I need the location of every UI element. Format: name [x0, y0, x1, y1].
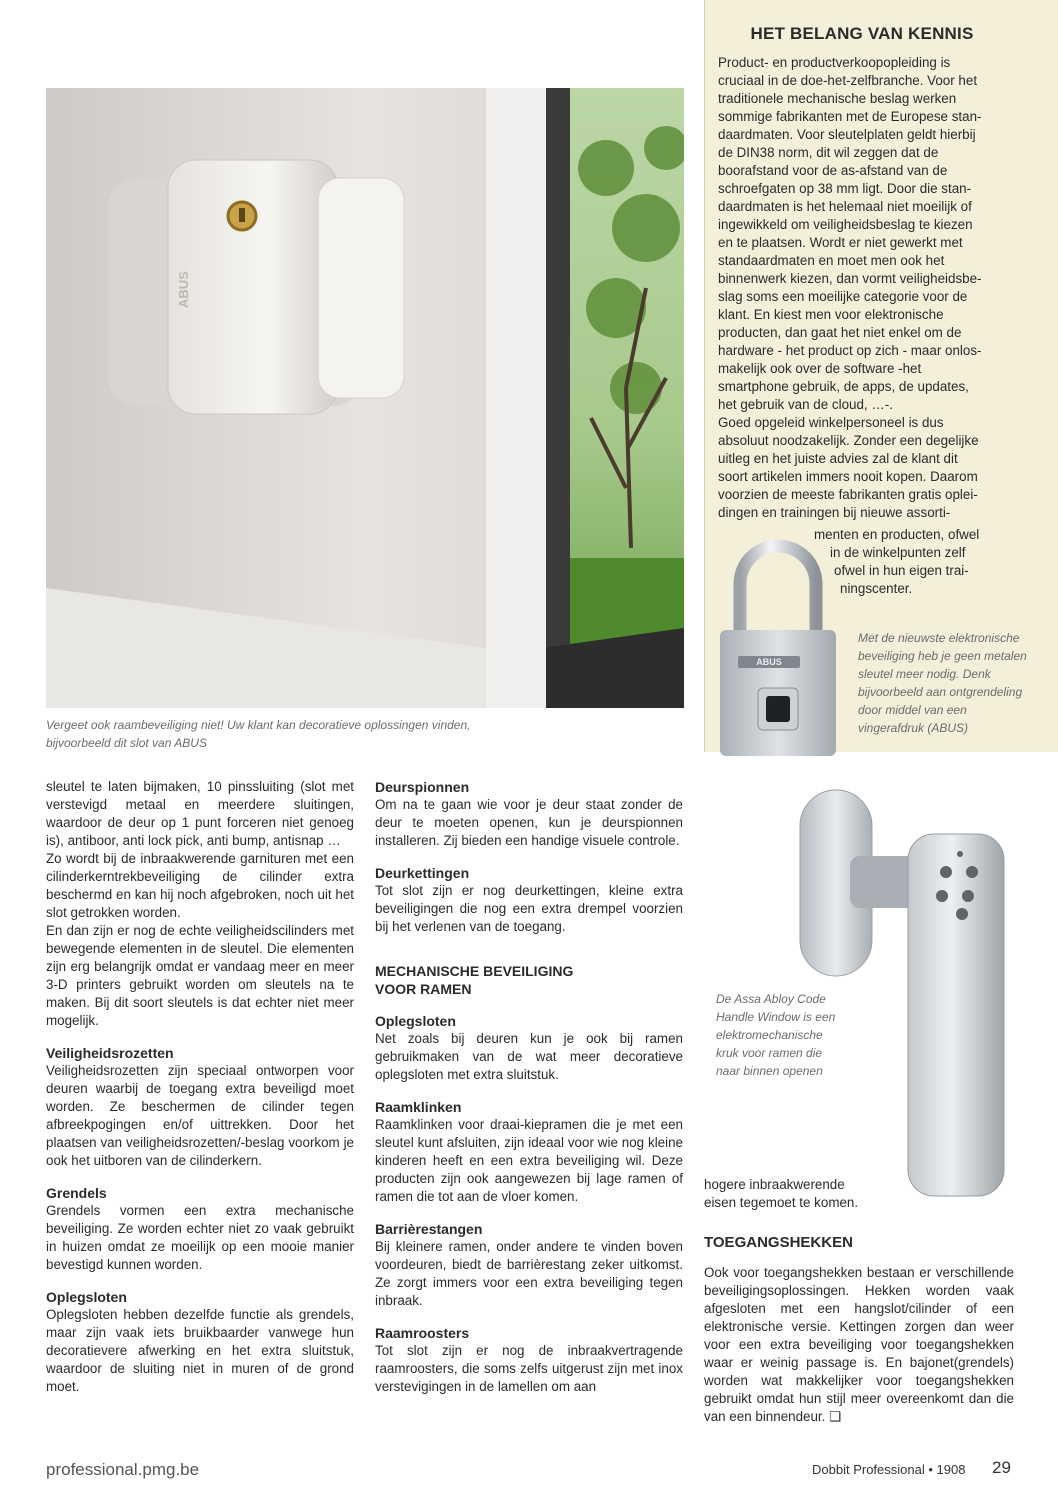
sidebar-line: boorafstand voor de as-afstand van de [718, 163, 948, 178]
sidebar-line: schroefgaten op 38 mm ligt. Door die stan- [718, 181, 972, 196]
paragraph: Grendels vormen een extra mechanische beveiliging. Ze worden echter niet zo vaak gebruikt in huizen omdat ze moeilijk op een mooie manier bevestigd kunnen worden. [46, 1203, 354, 1272]
sidebar-line: uitleg en het juiste advies zal de klant dit [718, 451, 958, 466]
paragraph: Bij kleinere ramen, onder andere te vinden boven voordeuren, biedt de barrièrestang zeker uitkomst. Ze zorgt immers voor een extra beveiliging tegen inbraak. [375, 1239, 683, 1308]
sidebar-line: soort artikelen immers nooit kopen. Daarom [718, 469, 978, 484]
subheading: Grendels [46, 1185, 107, 1201]
sidebar-line: klant. En kiest men voor elektronische [718, 307, 944, 322]
caption-line: bijvoorbeeld dit slot van ABUS [46, 736, 207, 750]
sidebar-line: dingen en trainingen bij nieuwe assorti- [718, 505, 951, 520]
column-3 [704, 1176, 1014, 1426]
padlock-caption [858, 629, 1054, 737]
sidebar-line: Product- en productverkoopopleiding is [718, 55, 951, 70]
caption-line: elektromechanische [716, 1028, 823, 1042]
page-number: 29 [992, 1458, 1011, 1477]
caption-line: naar binnen openen [716, 1064, 823, 1078]
subheading: Oplegsloten [375, 1013, 456, 1029]
sidebar-body [718, 54, 1014, 522]
paragraph: Raamklinken voor draai-kiepramen die je met een sleutel kunt afsluiten, zijn ideaal voor wie nog kleine kinderen heeft en een extra beveiliging wil. Deze producten zijn ook aangewezen bij lage ramen of ramen die tot aan de vloer komen. [375, 1117, 683, 1204]
section-heading [375, 962, 683, 998]
column-1 [46, 778, 354, 1396]
caption-line: Met de nieuwste elektronische [858, 631, 1020, 645]
paragraph: Tot slot zijn er nog de inbraakvertragende raamroosters, die soms zelfs uitgerust zijn met inox verstevigingen in de lamellen om aan [375, 1343, 683, 1394]
subheading: Raamroosters [375, 1325, 470, 1341]
sidebar-line: hardware - het product op zich - maar onlos- [718, 343, 982, 358]
sidebar-line: in de winkelpunten zelf [830, 545, 966, 560]
sidebar-title: HET BELANG VAN KENNIS [750, 24, 974, 43]
subheading: Deurkettingen [375, 865, 470, 881]
paragraph: Veiligheidsrozetten zijn speciaal ontworpen voor deuren waarbij de toegang extra beveiligd moet worden. Ze beschermen de cilinder tegen afbreekpogingen en/of uittrekken. Door het plaatsen van veiligheidsrozetten/-beslag voorkom je ook het uitboren van de cilinderkern. [46, 1063, 354, 1168]
paragraph [704, 1264, 1014, 1426]
sidebar-line: binnenwerk kiezen, dan vormt veiligheidsbe- [718, 271, 982, 286]
caption-line: door middel van een [858, 703, 967, 717]
subheading: Raamklinken [375, 1099, 462, 1115]
paragraph: Oplegsloten hebben dezelfde functie als grendels, maar zijn vaak iets bruikbaarder vanwege hun decoratievere afwerking en het extra sluitstuk, waardoor de sluiting niet in muren of de grond moet. [46, 1307, 354, 1394]
paragraph: Net zoals bij deuren kun je ook bij ramen gebruikmaken van de wat meer decoratieve oplegsloten met extra sluitstuk. [375, 1031, 683, 1082]
padlock-brand: ABUS [756, 657, 782, 667]
subheading: Oplegsloten [46, 1289, 127, 1305]
paragraph: sleutel te laten bijmaken, 10 pinssluiting (slot met verstevigd metaal en meerdere sluitingen, waardoor de deur op 1 punt forceren niet genoeg is), antiboor, anti lock pick, anti bump, antisnap … [46, 779, 354, 848]
photo-caption [46, 716, 686, 752]
padlock-image [714, 532, 844, 758]
sidebar-line: smartphone gebruik, de apps, de updates, [718, 379, 969, 394]
caption-line: Vergeet ook raambeveiliging niet! Uw klant kan decoratieve oplossingen vinden, [46, 718, 471, 732]
sidebar-line: en te plaatsen. Wordt er niet gewerkt met [718, 235, 963, 250]
sidebar-line: makelijk ook over de software -het [718, 361, 922, 376]
caption-line: sleutel meer nodig. Denk [858, 667, 991, 681]
text-line: eisen tegemoet te komen. [704, 1195, 859, 1210]
paragraph: Zo wordt bij de inbraakwerende garnituren met een cilinderkerntrekbeveiliging de cilinder extra beschermd en kan hij noch afgebroken, noch uit het slot getrokken worden. [46, 851, 354, 920]
lock-brand: ABUS [176, 271, 191, 308]
paragraph: En dan zijn er nog de echte veiligheidscilinders met bewegende elementen in de sleutel. Die elementen zijn erg belangrijk omdat er vandaag meer en meer 3-D printers gebruikt worden om sleutels na te maken. Bij dit soort sleutels is dat echter niet meer mogelijk. [46, 923, 354, 1028]
sidebar-line: ingewikkeld om veiligheidsbeslag te kiezen [718, 217, 973, 232]
paragraph: Om na te gaan wie voor je deur staat zonder de deur te moeten openen, kun je deurspionnen installeren. Zij bieden een handige visuele controle. [375, 797, 683, 848]
handle-caption [716, 990, 876, 1080]
section-heading: TOEGANGSHEKKEN [704, 1234, 853, 1251]
sidebar-line: Goed opgeleid winkelpersoneel is dus [718, 415, 944, 430]
footer-url[interactable]: professional.pmg.be [46, 1460, 200, 1479]
caption-line: kruk voor ramen die [716, 1046, 823, 1060]
caption-line: bijvoorbeeld aan ontgrendeling [858, 685, 1023, 699]
sidebar-line: cruciaal in de doe-het-zelfbranche. Voor het [718, 73, 978, 88]
caption-line: Handle Window is een [716, 1010, 836, 1024]
caption-line: De Assa Abloy Code [716, 992, 826, 1006]
caption-line: beveiliging heb je geen metalen [858, 649, 1027, 663]
section-heading-line: VOOR RAMEN [375, 981, 472, 997]
sidebar-line: het gebruik van de cloud, …-. [718, 397, 893, 412]
sidebar-line: daardmaten is het helemaal niet moeilijk of [718, 199, 972, 214]
subheading: Veiligheidsrozetten [46, 1045, 174, 1061]
section-heading-line: MECHANISCHE BEVEILIGING [375, 963, 574, 979]
sidebar-line: menten en producten, ofwel [814, 527, 980, 542]
sidebar-line: producten, dan gaat het niet enkel om de [718, 325, 962, 340]
caption-line: vingerafdruk (ABUS) [858, 721, 969, 735]
window-lock-photo [46, 88, 684, 708]
sidebar-line: absoluut noodzakelijk. Zonder een degelijke [718, 433, 979, 448]
footer-magazine: Dobbit Professional • 1908 [812, 1462, 966, 1477]
end-mark: ❑ [829, 1409, 842, 1424]
sidebar-line: ningscenter. [840, 581, 913, 596]
text-line: hogere inbraakwerende [704, 1177, 845, 1192]
sidebar-line: ofwel in hun eigen trai- [834, 563, 969, 578]
sidebar-line: daardmaten. Voor sleutelplaten geldt hierbij [718, 127, 976, 142]
paragraph-text: Ook voor toegangshekken bestaan er verschillende beveiligingsoplossingen. Hekken worden vaak afgesloten met een hangslot/cilinder of een elektronische versie. Kettingen zorgen dan weer voor een extra beveiliging voor toegangshekken waar er weinig passage is. En bajonet(grendels) worden wat makkelijker voor toegangshekken gebruikt omdat hun stijl meer overeenkomt dan die van een binnendeur. [704, 1265, 1014, 1424]
subheading: Deurspionnen [375, 779, 470, 795]
sidebar-line: traditionele mechanische beslag werken [718, 91, 957, 106]
column-2 [375, 764, 683, 1396]
paragraph: Tot slot zijn er nog deurkettingen, kleine extra beveiligingen die nog een extra drempel voorzien bij het verlenen van de toegang. [375, 883, 683, 934]
sidebar-line: slag soms een moeilijke categorie voor de [718, 289, 968, 304]
sidebar-line: voorzien de meeste fabrikanten gratis oplei- [718, 487, 978, 502]
subheading: Barrièrestangen [375, 1221, 483, 1237]
sidebar-line: sommige fabrikanten met de Europese stan- [718, 109, 982, 124]
sidebar-line: de DIN38 norm, dit wil zeggen dat de [718, 145, 939, 160]
sidebar-line: standaardmaten en moet men ook het [718, 253, 945, 268]
